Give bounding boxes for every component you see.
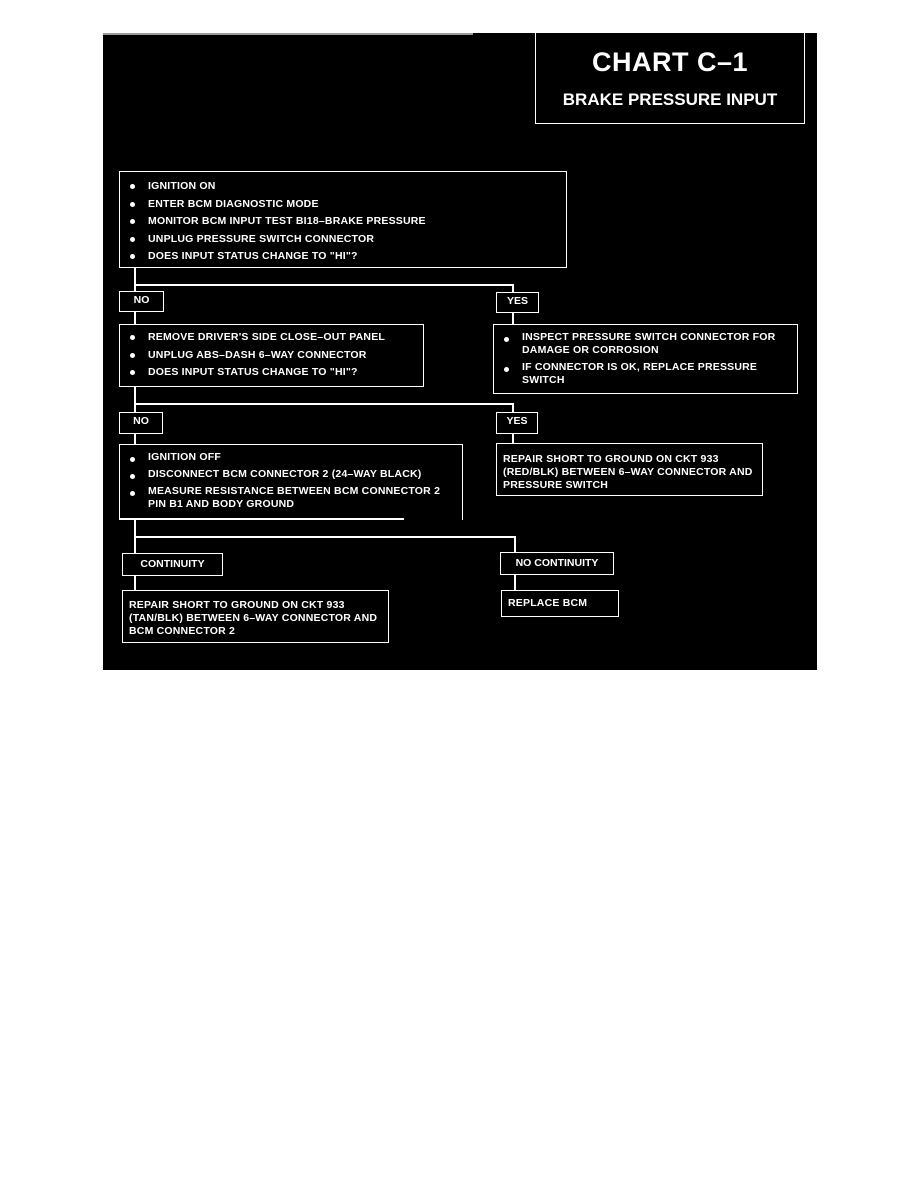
step-text: MEASURE RESISTANCE BETWEEN BCM CONNECTOR 2 PIN B1 AND BODY GROUND [148, 485, 441, 510]
step-item [126, 364, 415, 382]
step-item [126, 178, 558, 196]
step-box-repair-red-blk: REPAIR SHORT TO GROUND ON CKT 933 (RED/BLK) BETWEEN 6–WAY CONNECTOR AND PRESSURE SWITCH [496, 443, 763, 496]
connector-line [134, 403, 514, 405]
step-text: IF CONNECTOR IS OK, REPLACE PRESSURE SWITCH [522, 361, 758, 386]
step-text: DOES INPUT STATUS CHANGE TO "HI"? [148, 366, 358, 378]
step-box-no-change [119, 324, 424, 387]
step-item [500, 331, 789, 357]
step-box-initial [119, 171, 567, 268]
connector-line [134, 576, 136, 590]
connector-line [512, 403, 514, 412]
bullet-icon [130, 335, 135, 340]
connector-line [134, 536, 516, 538]
branch-continuity-label: CONTINUITY [122, 553, 223, 576]
connector-line [512, 284, 514, 292]
step-item [126, 231, 558, 249]
branch-yes-label: YES [496, 292, 539, 313]
bullet-icon [130, 202, 135, 207]
connector-line [134, 387, 136, 404]
connector-line [134, 268, 136, 285]
step-text: INSPECT PRESSURE SWITCH CONNECTOR FOR DAMAGE OR CORROSION [522, 331, 776, 356]
panel-right-edge [809, 33, 817, 670]
bullet-icon [130, 219, 135, 224]
title-box [535, 33, 805, 124]
bullet-icon [130, 457, 135, 462]
step-item [126, 196, 558, 214]
step-list [494, 325, 797, 395]
step-item [126, 248, 558, 266]
bullet-icon [504, 367, 509, 372]
step-item [126, 347, 415, 365]
step-text: DOES INPUT STATUS CHANGE TO "HI"? [148, 250, 358, 262]
connector-line [134, 520, 136, 537]
step-list [120, 172, 566, 270]
bullet-icon [130, 184, 135, 189]
branch-no-label: NO [119, 412, 163, 434]
connector-line [134, 403, 136, 412]
bullet-icon [130, 254, 135, 259]
branch-yes-label: YES [496, 412, 538, 434]
step-text: REMOVE DRIVER'S SIDE CLOSE–OUT PANEL [148, 331, 386, 343]
flowchart-panel [103, 33, 817, 670]
step-text: UNPLUG PRESSURE SWITCH CONNECTOR [148, 232, 375, 245]
connector-line [134, 284, 514, 286]
step-text: ENTER BCM DIAGNOSTIC MODE [148, 197, 319, 210]
step-item [500, 361, 789, 387]
chart-subtitle: BRAKE PRESSURE INPUT [562, 90, 778, 109]
bullet-icon [130, 491, 135, 496]
bullet-icon [504, 337, 509, 342]
connector-line [134, 536, 136, 554]
step-item [126, 329, 415, 347]
branch-no-label: NO [119, 291, 164, 312]
step-text: IGNITION OFF [148, 451, 221, 463]
step-item [126, 213, 558, 231]
step-text: IGNITION ON [148, 180, 216, 192]
chart-title: CHART C–1 [591, 47, 749, 77]
step-box-measure-resistance [119, 444, 463, 520]
bullet-icon [130, 353, 135, 358]
step-text: DISCONNECT BCM CONNECTOR 2 (24–WAY BLACK) [148, 468, 422, 480]
step-text: MONITOR BCM INPUT TEST BI18–BRAKE PRESSURE [148, 215, 426, 227]
step-box-inspect-switch [493, 324, 798, 394]
step-list [120, 325, 423, 386]
panel-top-edge [103, 33, 473, 35]
step-list [120, 445, 462, 519]
branch-no-continuity-label: NO CONTINUITY [500, 552, 614, 575]
bullet-icon [130, 474, 135, 479]
step-item [126, 468, 454, 481]
bullet-icon [130, 370, 135, 375]
connector-line [514, 575, 516, 590]
step-item [126, 451, 454, 464]
connector-line [119, 518, 404, 520]
step-box-replace-bcm: REPLACE BCM [501, 590, 619, 617]
step-text: UNPLUG ABS–DASH 6–WAY CONNECTOR [148, 348, 367, 361]
connector-line [514, 536, 516, 553]
step-box-repair-tan-blk: REPAIR SHORT TO GROUND ON CKT 933 (TAN/BLK) BETWEEN 6–WAY CONNECTOR AND BCM CONNECTOR 2 [122, 590, 389, 643]
bullet-icon [130, 237, 135, 242]
step-item [126, 485, 454, 511]
